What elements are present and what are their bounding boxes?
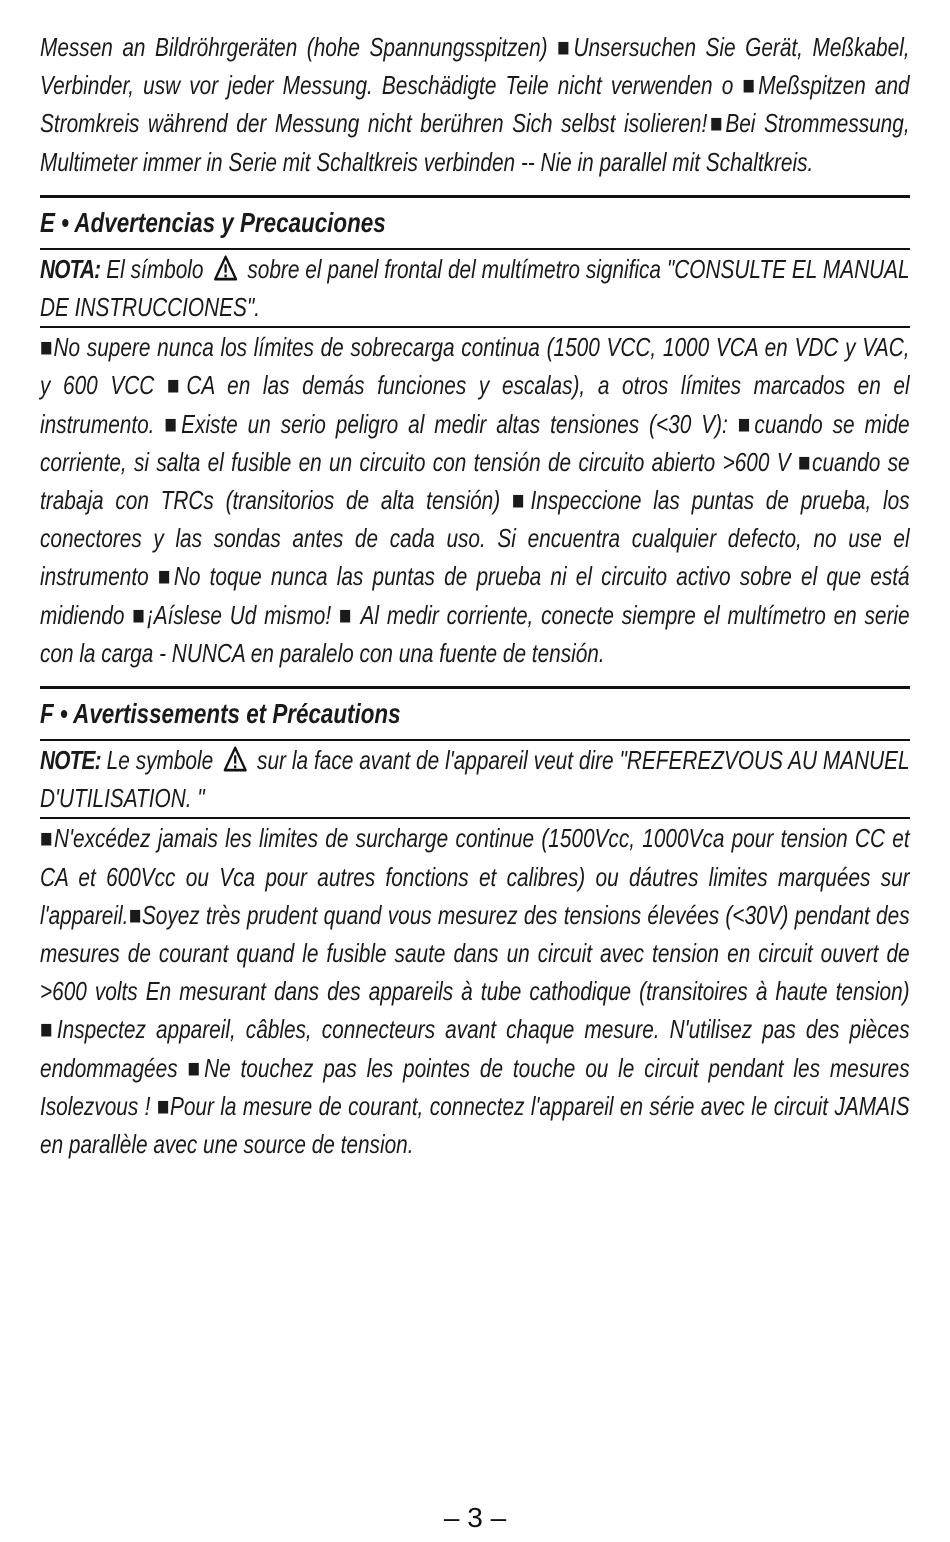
section-f-note	[40, 741, 910, 817]
warning-triangle-icon	[222, 746, 248, 772]
section-e-note-label: NOTA:	[40, 253, 101, 284]
section-f-note-label: NOTE:	[40, 745, 101, 776]
section-f-body: ■N'excédez jamais les limites de surcharge continue (1500Vcc, 1000Vca pour tension CC et CA et 600Vcc ou Vca pour autres fonctions et calibres) ou dáutres limites marquées sur l'appareil.■Soyez très prudent quand vous mesurez des tensions élevées (<30V) pendant des mesures de courant quand le fusible saute dans un circuit avec tension en circuit ouvert de >600 volts En mesurant dans des appareils à tube cathodique (transitoires à haute tension) ■Inspectez appareil, câbles, connecteurs avant chaque mesure. N'utilisez pas des pièces endommagées ■Ne touchez pas les pointes de touche ou le circuit pendant les mesures Isolezvous ! ■Pour la mesure de courant, connectez l'appareil en série avec le circuit JAMAIS en parallèle avec une source de tension.	[40, 823, 910, 1160]
section-f-note-text-before: Le symbole	[100, 745, 220, 776]
section-e-note-text-after: sobre el panel frontal del multímetro significa "CONSULTE EL MANUAL DE INSTRUCCIONES".	[40, 253, 910, 323]
section-e-heading: E • Advertencias y Precauciones	[40, 206, 386, 238]
section-e-note	[40, 250, 910, 326]
warning-triangle-icon	[213, 255, 239, 281]
section-f-heading: F • Avertissements et Précautions	[40, 698, 401, 730]
section-e-note-text-before: El símbolo	[100, 253, 210, 284]
section-e-body: ■No supere nunca los límites de sobrecarga continua (1500 VCC, 1000 VCA en VDC y VAC, y 600 VCC ■CA en las demás funciones y escalas), a otros límites marcados en el instrumento. ■Existe un serio peligro al medir altas tensiones (<30 V): ■cuando se mide corriente, si salta el fusible en un circuito con tensión de circuito abierto >600 V ■cuando se trabaja con TRCs (transitorios de alta tensión) ■Inspeccione las puntas de prueba, los conectores y las sondas antes de cada uso. Si encuentra cualquier defecto, no use el instrumento ■No toque nunca las puntas de prueba ni el circuito activo sobre el que está midiendo ■¡Aíslese Ud mismo! ■ Al medir corriente, conecte siempre el multímetro en serie con la carga - NUNCA en paralelo con una fuente de tensión.	[40, 332, 910, 668]
page-number: – 3 –	[443, 1502, 507, 1533]
section-f-note-text-after: sur la face avant de l'appareil veut dire "REFEREZVOUS AU MANUEL D'UTILISATION. "	[40, 745, 910, 814]
intro-paragraph: Messen an Bildröhrgeräten (hohe Spannungsspitzen) ■Unsersuchen Sie Gerät, Meßkabel, Verbinder, usw vor jeder Messung. Beschädigte Teile nicht verwenden o ■Meßspitzen and Stromkreis während der Messung nicht berühren Sich selbst isolieren!■Bei Strommessung, Multimeter immer in Serie mit Schaltkreis verbinden -- Nie in parallel mit Schaltkreis.	[40, 32, 910, 177]
manual-page	[40, 28, 910, 1163]
